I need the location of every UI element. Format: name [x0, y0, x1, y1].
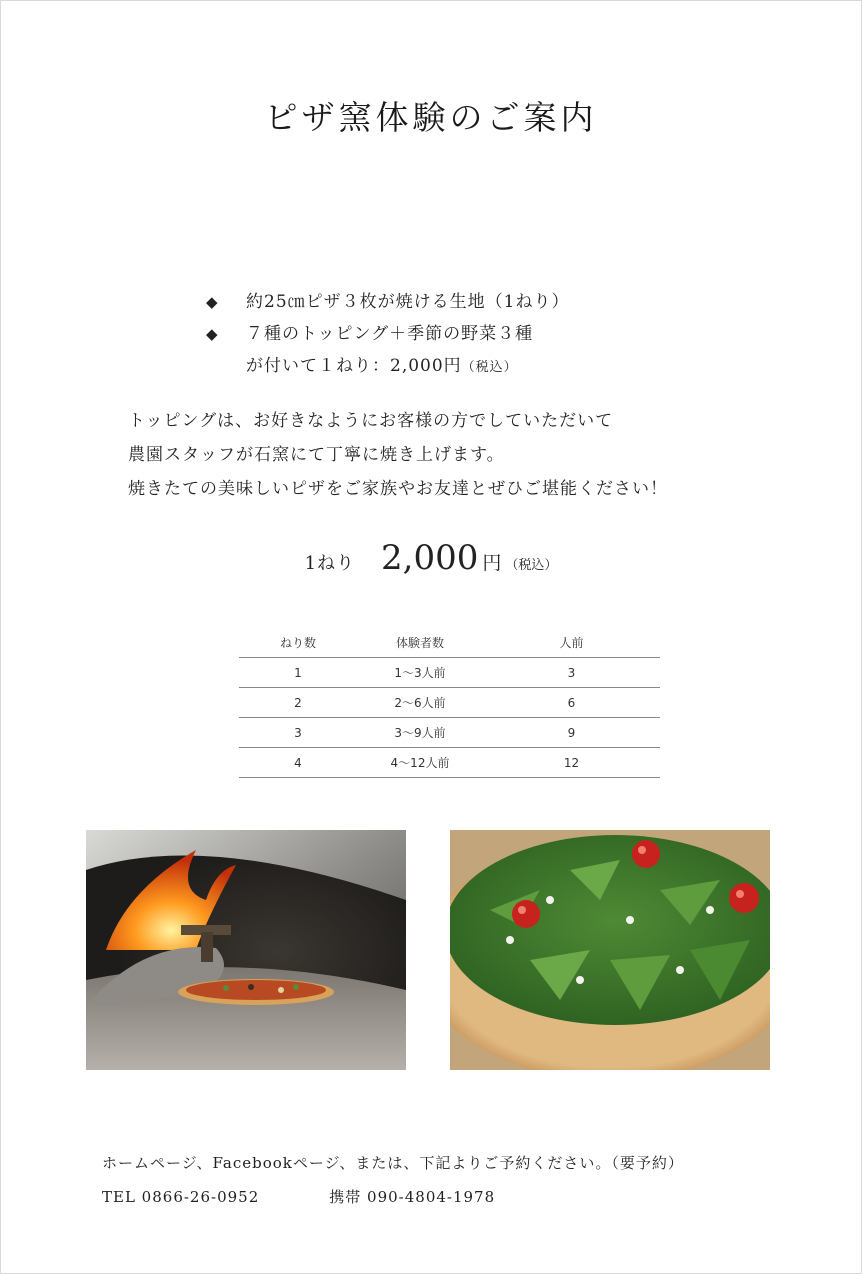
table-header-cell: 体験者数 — [357, 628, 483, 658]
table-header-cell: 人前 — [483, 628, 660, 658]
mobile-number: 携帯 090-4804-1978 — [329, 1188, 496, 1206]
feature-price-text: が付いて１ねり：2,000円 — [246, 356, 462, 376]
table-row — [239, 718, 660, 748]
table-cell: 1 — [239, 658, 357, 688]
tel-number: TEL 0866-26-0952 — [102, 1188, 260, 1206]
feature-item — [206, 286, 569, 318]
table-cell: 12 — [483, 748, 660, 778]
feature-text: 約25㎝ピザ３枚が焼ける生地（1ねり） — [246, 292, 570, 312]
table-cell: 3 — [239, 718, 357, 748]
page-title: ピザ窯体験のご案内 — [264, 98, 598, 137]
table-cell: 2～6人前 — [357, 688, 483, 718]
price-table — [239, 628, 660, 778]
feature-text: ７種のトッピング＋季節の野菜３種 — [246, 324, 534, 344]
price-line — [0, 538, 862, 578]
pizza-in-oven-photo — [86, 830, 406, 1070]
price-tax-note: （税込） — [505, 558, 558, 573]
reservation-note: ホームページ、Facebookページ、または、下記よりご予約ください。（要予約） — [102, 1154, 684, 1172]
price-unit: 1ねり — [304, 553, 356, 574]
table-header-row — [239, 628, 660, 658]
price-yen: 円 — [482, 552, 502, 574]
feature-price-line — [206, 350, 569, 384]
price-amount: 2,000 — [381, 538, 479, 578]
description — [128, 404, 668, 506]
description-line: 焼きたての美味しいピザをご家族やお友達とぜひご堪能ください！ — [128, 479, 668, 499]
table-header-cell: ねり数 — [239, 628, 357, 658]
black-diamond-icon: ◆ — [206, 293, 219, 311]
description-line: トッピングは、お好きなようにお客様の方でしていただいて — [128, 411, 614, 431]
feature-tax-note: （税込） — [461, 360, 518, 375]
black-diamond-icon: ◆ — [206, 325, 219, 343]
table-cell: 4 — [239, 748, 357, 778]
table-cell: 3 — [483, 658, 660, 688]
table-cell: 9 — [483, 718, 660, 748]
table-cell: 3～9人前 — [357, 718, 483, 748]
feature-list — [206, 286, 569, 384]
table-row — [239, 658, 660, 688]
table-cell: 4～12人前 — [357, 748, 483, 778]
table-row — [239, 688, 660, 718]
description-line: 農園スタッフが石窯にて丁寧に焼き上げます。 — [128, 445, 505, 465]
phone-line — [102, 1186, 495, 1207]
table-row — [239, 748, 660, 778]
table-cell: 6 — [483, 688, 660, 718]
arugula-pizza-photo — [450, 830, 770, 1070]
table-cell: 2 — [239, 688, 357, 718]
feature-item — [206, 318, 569, 350]
table-cell: 1～3人前 — [357, 658, 483, 688]
